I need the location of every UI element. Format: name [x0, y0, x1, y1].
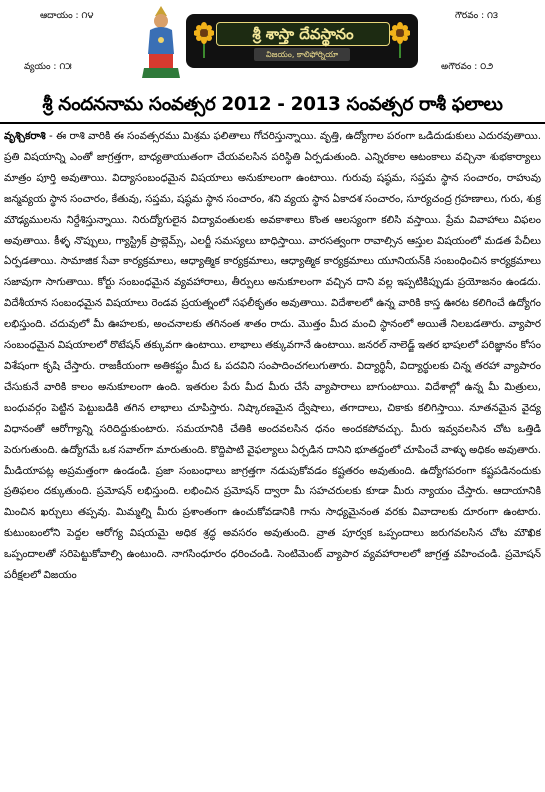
page-title: శ్రీ నందననామ సంవత్సర 2012 - 2013 సంవత్సర రాశీ ఫలాలు: [42, 94, 503, 115]
rasi-name: వృశ్చికరాశి: [4, 130, 46, 142]
dishonour-label: అగౌరవం : ౦౨: [441, 62, 494, 72]
horoscope-paragraph: - ఈ రాశి వారికి ఈ సంవత్సరము మిశ్రమ ఫలితాలు గోచరిస్తున్నాయి. వృత్తి, ఉద్యోగాల పరంగా ఒడిదుడుకులు ఎదురవుతాయి. ప్రతి విషయాన్ని ఎంతో జాగ్రత్తగా, బాధ్యతాయుతంగా చేయవలసిన పరిస్థితి ఏర్పడుతుంది. ఎన్నిరకాల ఆటంకాలు వచ్చినా శుభకార్యాలు మాత్రం పూర్తి అవుతాయి. విద్యాసంబంధమైన విషయాలు అనుకూలంగా ఉంటాయి. గురువు షష్ఠమ, సప్తమ స్థాన సంచారం, రాహువు జన్మవ్యయ స్థాన సంచారం, కేతువు, సప్తమ, షష్ఠమ స్థాన సంచారం, శని వ్యయ స్థాన ఏకాదశ సంచారం, సూర్యచంద్ర గ్రహణాలు, గురు, శుక్ర మౌఢ్యములను నిర్దేశిస్తున్నాయి. నిరుద్యోగులైన విద్యావంతులకు అవకాశాలు కొంత ఆలస్యంగా కలిసి వస్తాయి. ప్రేమ వివాహాలు విఫలం అవుతాయి. కీళ్ళ నొప్పులు, గ్యాస్ట్రిక్ ప్రాబ్లెమ్స్, ఎలర్జీ సమస్యలు బాధిస్తాయి. వారసత్వంగా రావాల్సిన ఆస్తుల విషయంలో మడత పేచీలు ఏర్పడతాయి. సామాజిక సేవా కార్యక్రమాలు, ఆధ్యాత్మిక కార్యక్రమాలు, ఆధ్యాత్మిక కార్యక్రమాలు యూనియన్‌కి సంబంధించిన కార్యక్రమాలు సజావుగా సాగుతాయి. కోర్టు సంబంధమైన వ్యవహారాలు, తీర్పులు అనుకూలంగా వచ్చిన దాని వల్ల ఇప్పటికిప్పుడు ప్రయోజనం ఉండదు. విదేశీయాన సంబంధమైన విషయాలు రెండవ ప్రయత్నంలో సఫలీకృతం అవుతాయి. విదేశాలలో ఉన్న వారికి కాస్త ఊరట కలిగించే ఉద్యోగం లభిస్తుంది. చదువులో మీ ఊహలకు, అంచనాలకు తగినంత శాతం రాదు. మొత్తం మీద మంచి స్థానంలో అయితే నిలబడతారు. వ్యాపార సంబంధమైన విషయాలలో రొటేషన్ తక్కువగా ఉంటాయి. లాభాలు తక్కువగానే ఉంటాయి. జనరల్ నాలెడ్జ్ ఇతర భాషలలో పరిజ్ఞానం కోసం విశేషంగా కృషి చేస్తారు. రాజకీయంగా అతికష్టం మీద ఓ పదవిని సంపాదించగలుగుతారు. విద్యార్థినీ, విద్యార్థులకు చిన్న తరహా వ్యాపారం చేసుకునే వారికి కాలం అనుకూలంగా ఉంది. ఇతరుల పేరు మీద మీరు చేసే వ్యాపారాలు బాగుంటాయి. విదేశాల్లో ఉన్న మీ మిత్రులు, బంధువర్గం పెట్టిన పెట్టుబడికి తగిన లాభాలు చూపిస్తారు. నిష్కారణమైన ద్వేషాలు, తగాదాలు, చికాకు కలిగిస్తాయి. నూతనమైన వైద్య విధానంతో ఆరోగ్యాన్ని సరిదిద్దుకుంటారు. సమయానికి చేతికి అందవలసిన ధనం అందకపోవచ్చు. మీరు ఇవ్వవలసిన చోట ఒత్తిడి పెరుగుతుంది. ఉద్యోగమే ఒక సవాల్‌గా మారుతుంది. కొద్దిపాటి వైఫల్యాలు ఏర్పడిన దానిని భూతద్దంలో చూపించే వాళ్ళు అధికం అవుతారు. మీడియాపట్ల అప్రమత్తంగా ఉండండి. ప్రజా సంబంధాలు జాగ్రత్తగా నడుపుకోవడం కష్టతరం అవుతుంది. ఉద్యోగపరంగా కష్టపడినందుకు ప్రతిఫలం దక్కుతుంది. ప్రమోషన్ లభిస్తుంది. లభించిన ప్రమోషన్ ద్వారా మీ సహచరులకు కూడా మీరు న్యాయం చేస్తారు. ఆదాయానికి మించిన ఖర్చులు తప్పవు. మిమ్మల్ని మీరు ప్రశాంతంగా ఉంచుకోవడానికి గాను సాధ్యమైనంత వరకు వివాదాలకు దూరంగా ఉంటారు. కుటుంబంలోని పెద్దల ఆరోగ్య విషయమై అధిక శ్రద్ధ అవసరం అవుతుంది. వ్రాత పూర్వక ఒప్పందాలు జరుగవలసిన చోట మౌఖిక ఒప్పందాలతో సరిపెట్టుకోవాల్సి ఉంటుంది. నాగసింధూరం ధరించండి. సెంటిమెంట్ వ్యాపార వ్యవహారాలలో జాగ్రత్త వహించండి. ప్రమోషన్ పరీక్షలలో విజయం: [4, 130, 541, 582]
temple-banner: [186, 14, 418, 68]
temple-location: విజయం, కాలిఫోర్నియా: [254, 48, 350, 61]
sunflower-icon: [194, 22, 214, 58]
horoscope-text: [4, 126, 541, 788]
honour-label: గౌరవం : ౧౩: [455, 11, 498, 21]
ayyappa-deity-image: [140, 4, 182, 80]
expense-label: వ్యయం : ౧౫: [24, 62, 72, 72]
page-header: [0, 0, 545, 86]
income-label: ఆదాయం : ౧౪: [40, 11, 94, 21]
title-divider: [0, 122, 545, 124]
sunflower-icon: [390, 22, 410, 58]
temple-name: శ్రీ శాస్తా దేవస్థానం: [216, 22, 390, 46]
